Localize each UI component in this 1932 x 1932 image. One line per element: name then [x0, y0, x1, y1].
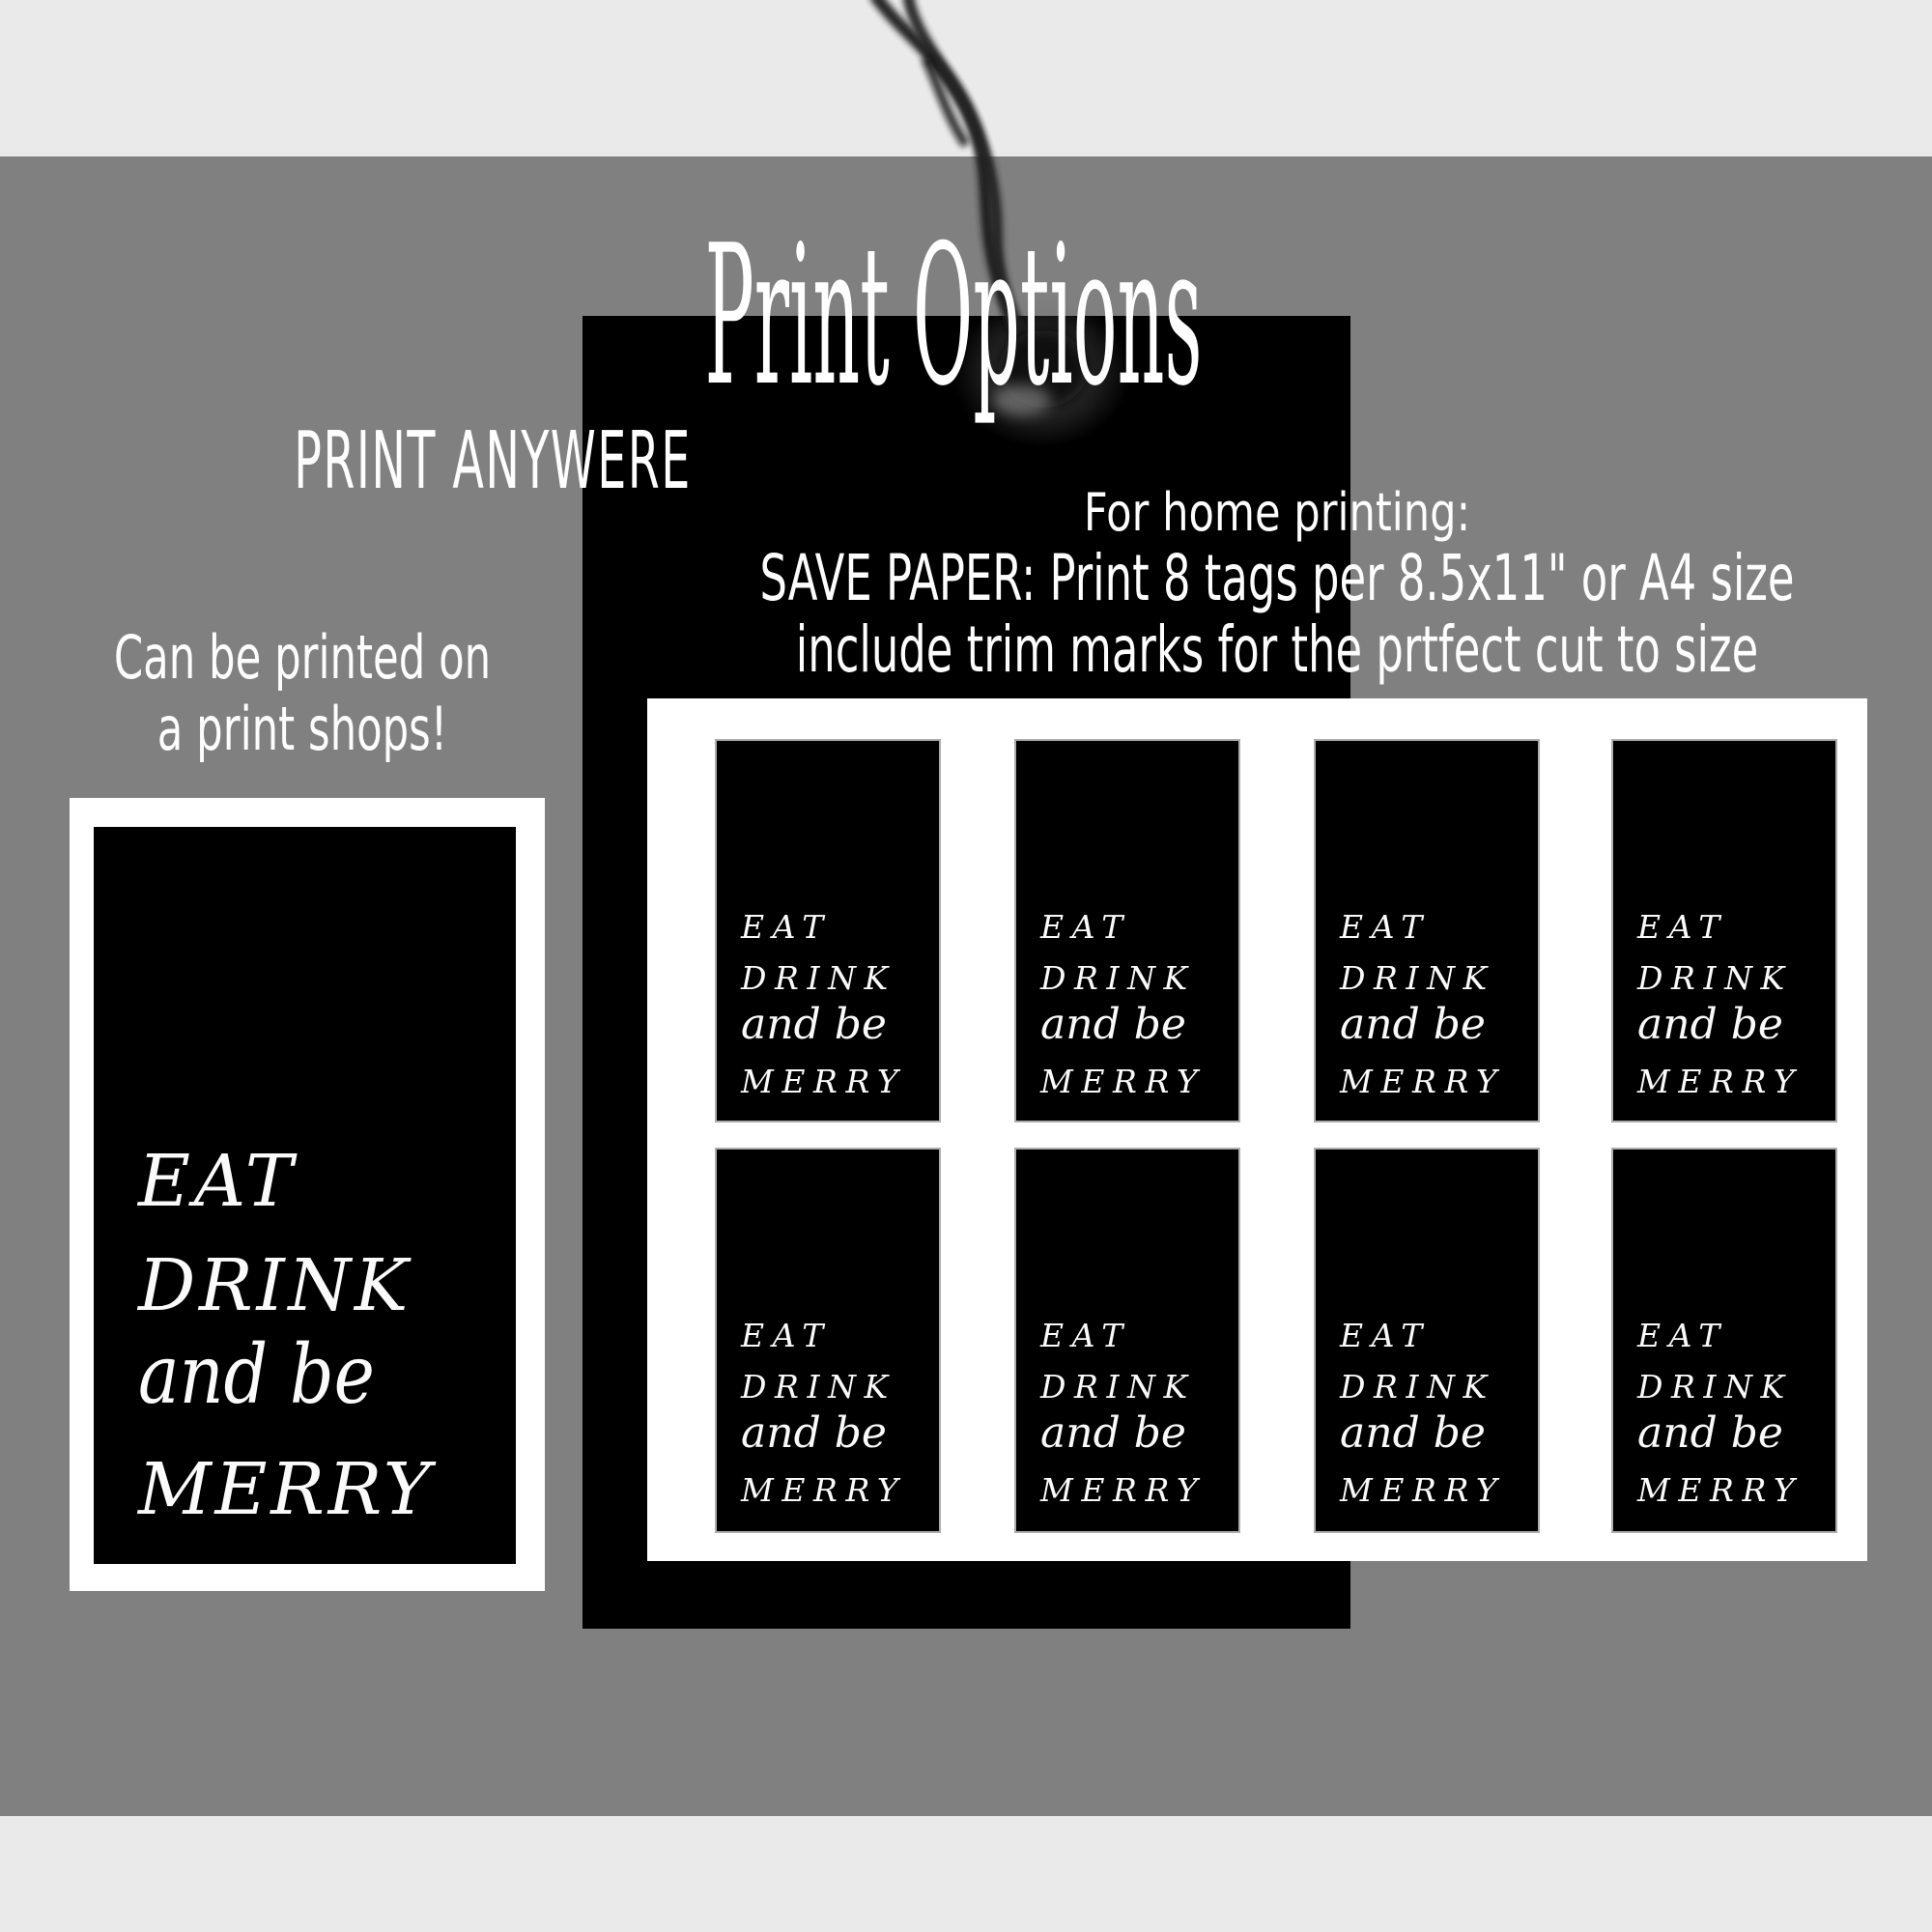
sheet-tag-text — [1637, 1317, 1804, 1509]
sheet-tag-6 — [1016, 1150, 1238, 1531]
sheet-tag-2 — [1016, 741, 1238, 1121]
tag-line-eat: EAT — [1340, 1317, 1431, 1354]
tag-line-eat: EAT — [1340, 908, 1431, 946]
tag-line-and-be: and be — [1340, 1408, 1486, 1458]
tag-line-merry: MERRY — [1340, 1063, 1506, 1100]
sheet-tag-text — [741, 1317, 907, 1509]
tag-line-drink: DRINK — [1040, 1368, 1196, 1406]
print-shop-note — [0, 622, 640, 766]
tag-line-drink: DRINK — [741, 1368, 896, 1406]
tag-line-eat: EAT — [741, 1317, 832, 1354]
tag-line-eat: EAT — [1040, 908, 1131, 946]
tag-line-eat: EAT — [741, 908, 832, 946]
sheet-tag-1 — [717, 741, 939, 1121]
tag-line-drink: DRINK — [1637, 959, 1793, 997]
tag-line-and-be: and be — [1637, 1408, 1783, 1458]
tag-line-drink: DRINK — [138, 1244, 412, 1327]
tag-line-merry: MERRY — [1637, 1471, 1804, 1509]
home-printing-line-1: For home printing: — [1083, 482, 1471, 543]
tag-line-merry: MERRY — [1040, 1471, 1207, 1509]
sheet-tag-3 — [1316, 741, 1538, 1121]
sheet-tag-text — [1340, 908, 1506, 1100]
sheet-tag-8 — [1613, 1150, 1835, 1531]
tag-line-and-be: and be — [1340, 1000, 1486, 1049]
sheet-tag-5 — [717, 1150, 939, 1531]
tag-line-eat: EAT — [1040, 1317, 1131, 1354]
print-anywhere-label: PRINT ANYWERE — [294, 415, 692, 507]
tag-line-eat: EAT — [1637, 908, 1728, 946]
tag-line-drink: DRINK — [741, 959, 896, 997]
sheet-tag-4 — [1613, 741, 1835, 1121]
tag-line-merry: MERRY — [1340, 1471, 1506, 1509]
tag-line-drink: DRINK — [1340, 1368, 1495, 1406]
sheet-tag-text — [1340, 1317, 1506, 1509]
home-printing-line-3: include trim marks for the prtfect cut to size — [795, 612, 1759, 687]
single-tag-black-face — [94, 827, 516, 1564]
home-printing-note — [456, 483, 1932, 686]
sheet-tag-text — [1637, 908, 1804, 1100]
print-shop-line-1: Can be printed on — [113, 622, 492, 693]
tag-line-merry: MERRY — [741, 1471, 907, 1509]
single-tag-text — [138, 1140, 435, 1531]
tag-line-eat: EAT — [1637, 1317, 1728, 1354]
sheet-tag-7 — [1316, 1150, 1538, 1531]
sheet-tag-text — [1040, 908, 1207, 1100]
tag-line-and-be: and be — [1637, 1000, 1783, 1049]
tag-line-eat: EAT — [138, 1140, 297, 1223]
tag-line-merry: MERRY — [1637, 1063, 1804, 1100]
tag-line-merry: MERRY — [138, 1448, 435, 1531]
sheet-tag-text — [741, 908, 907, 1100]
tag-line-drink: DRINK — [1340, 959, 1495, 997]
sheet-tag-text — [1040, 1317, 1207, 1509]
single-tag-preview — [70, 798, 545, 1591]
page-title: Print Options — [704, 204, 1203, 429]
tag-line-and-be: and be — [1040, 1000, 1186, 1049]
tag-line-and-be: and be — [138, 1327, 375, 1422]
tag-line-drink: DRINK — [1040, 959, 1196, 997]
print-shop-line-2: a print shops! — [156, 694, 448, 765]
tag-line-and-be: and be — [741, 1408, 887, 1458]
tag-line-merry: MERRY — [741, 1063, 907, 1100]
tag-line-merry: MERRY — [1040, 1063, 1207, 1100]
print-sheet-preview — [647, 698, 1867, 1561]
tag-line-and-be: and be — [1040, 1408, 1186, 1458]
tag-line-drink: DRINK — [1637, 1368, 1793, 1406]
tag-line-and-be: and be — [741, 1000, 887, 1049]
home-printing-line-2: SAVE PAPER: Print 8 tags per 8.5x11" or A4 size — [759, 541, 1795, 616]
